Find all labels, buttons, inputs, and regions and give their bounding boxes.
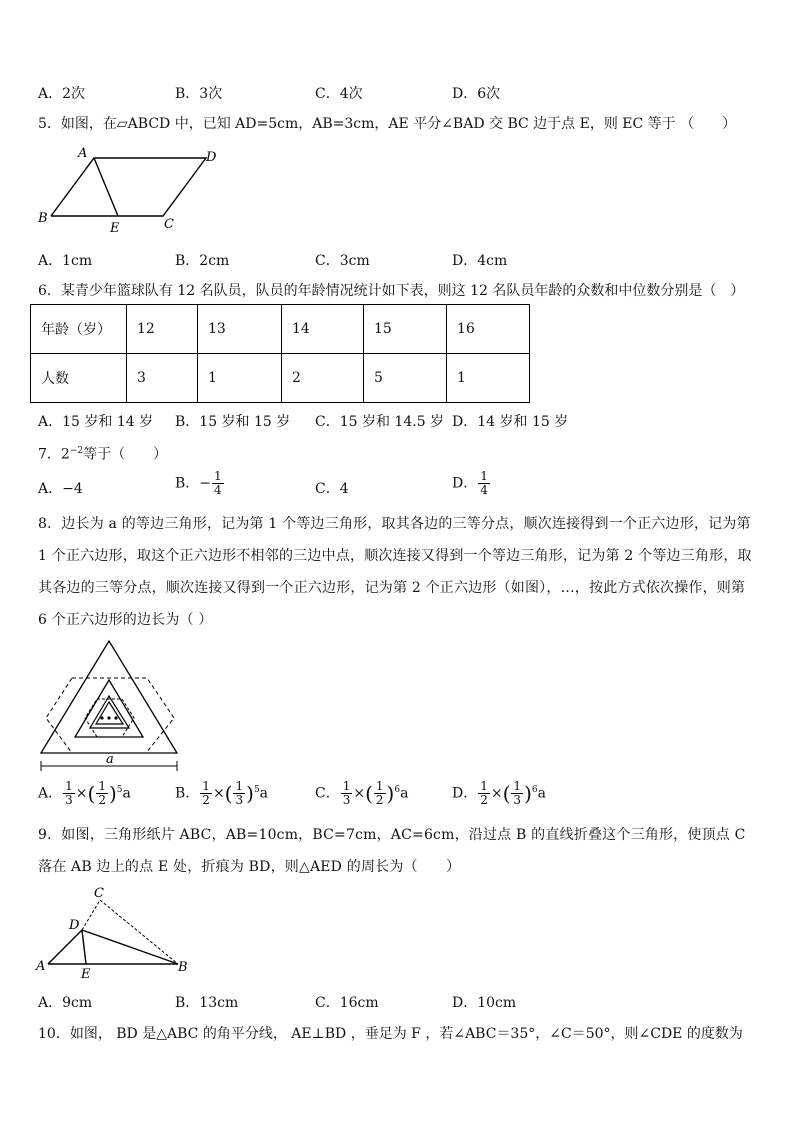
denominator: 3 xyxy=(65,793,73,807)
q8-option-d[interactable]: D． $\frac{1}{2}$ ×( $\frac{1}{3}$ )$^6$a xyxy=(452,779,546,807)
numerator: 1 xyxy=(65,779,73,793)
denominator: 4 xyxy=(480,483,488,497)
fraction xyxy=(341,780,353,807)
denominator: 3 xyxy=(235,793,244,807)
q5-label-a: A xyxy=(78,146,88,161)
exponent: 6 xyxy=(394,784,401,795)
numerator: 1 xyxy=(214,469,222,483)
table-cell: 5 xyxy=(364,354,447,403)
table-cell: 12 xyxy=(127,305,198,354)
q6-option-c[interactable]: C．15 岁和 14.5 岁 xyxy=(315,414,445,430)
table-cell: 3 xyxy=(127,354,198,403)
q9-option-c[interactable]: C．16cm xyxy=(315,995,379,1011)
q4-option-c[interactable]: C．4次 xyxy=(315,86,363,102)
q5-option-b[interactable]: B．2cm xyxy=(175,253,230,269)
q7-stem xyxy=(38,442,167,464)
fraction xyxy=(478,470,490,497)
table-cell: 14 xyxy=(282,305,364,354)
q7-base: 2 xyxy=(60,446,70,463)
q5-options xyxy=(38,250,758,270)
q7-number: 7． xyxy=(38,446,61,463)
table-cell: 13 xyxy=(198,305,282,354)
numerator: 1 xyxy=(98,779,106,793)
variable: a xyxy=(122,785,131,802)
table-cell: 16 xyxy=(447,305,530,354)
exponent: 6 xyxy=(531,784,538,795)
numerator: 1 xyxy=(480,469,488,483)
q8-nested-triangles-figure xyxy=(34,636,210,774)
q6-option-d[interactable]: D．14 岁和 15 岁 xyxy=(452,414,569,430)
q7-option-b-label: B． xyxy=(175,475,200,492)
q6-option-b[interactable]: B．15 岁和 15 岁 xyxy=(175,414,291,430)
denominator: 2 xyxy=(480,793,488,807)
q9-label-a: A xyxy=(36,959,46,974)
numerator: 1 xyxy=(480,779,488,793)
q5-parallelogram-figure xyxy=(36,146,226,238)
variable: a xyxy=(537,785,546,802)
q7-option-b[interactable] xyxy=(175,470,225,497)
fraction xyxy=(200,780,212,807)
table-cell: 1 xyxy=(198,354,282,403)
table-row xyxy=(31,354,530,403)
q9-option-d[interactable]: D．10cm xyxy=(452,995,517,1011)
times-sign: × xyxy=(212,785,225,802)
table-row xyxy=(31,305,530,354)
q9-label-c: C xyxy=(94,886,104,901)
q5-option-c[interactable]: C．3cm xyxy=(315,253,370,269)
q5-stem: 5．如图，在▱ABCD 中，已知 AD=5cm，AB=3cm，AE 平分∠BAD 交 BC 边于点 E，则 EC 等于 （ ） xyxy=(38,116,737,132)
denominator: 3 xyxy=(513,793,522,807)
q9-folded-triangle-figure xyxy=(34,884,194,980)
q5-option-a[interactable]: A．1cm xyxy=(38,253,93,269)
denominator: 2 xyxy=(202,793,210,807)
fraction xyxy=(212,470,224,497)
q7-option-d[interactable] xyxy=(452,470,491,497)
option-label: D． xyxy=(452,785,478,802)
table-cell: 2 xyxy=(282,354,364,403)
option-label: B． xyxy=(175,785,200,802)
q8-stem: 8．边长为 a 的等边三角形，记为第 1 个等边三角形，取其各边的三等分点，顺次连接得到一个正六边形，记为第 1 个正六边形，取这个正六边形不相邻的三边中点，顺次连接又得到一个等边三角形，记为第 2 个等边三角形，取其各边的三等分点，顺次连接又得到一个正六边形，记为第 2 个正六边形（如图），…，按此方式依次操作，则第 6 个正六边形的边长为（ ） xyxy=(38,516,752,628)
fraction xyxy=(478,780,490,807)
q4-options xyxy=(38,83,758,103)
q9-label-e: E xyxy=(81,967,91,980)
denominator: 4 xyxy=(214,483,222,497)
option-label: A． xyxy=(38,785,63,802)
numerator: 1 xyxy=(342,779,351,793)
numerator: 1 xyxy=(513,779,522,793)
q9-option-a[interactable]: A．9cm xyxy=(38,995,93,1011)
q8-option-c[interactable]: C． $\frac{1}{3}$ ×( $\frac{1}{2}$ )$^6$a xyxy=(315,779,409,807)
fraction xyxy=(233,780,245,807)
table-cell: 年龄（岁） xyxy=(31,305,127,354)
numerator: 1 xyxy=(202,779,210,793)
q6-age-table xyxy=(30,304,530,403)
q7-option-a[interactable]: A．−4 xyxy=(38,481,83,497)
q6-option-a[interactable]: A．15 岁和 14 岁 xyxy=(38,414,154,430)
fraction xyxy=(96,780,108,807)
q10-stem: 10．如图， BD 是△ABC 的角平分线， AE⊥BD ，垂足为 F ，若∠ABC＝35°，∠C＝50°，则∠CDE 的度数为 xyxy=(38,1026,743,1042)
fraction xyxy=(63,780,75,807)
denominator: 2 xyxy=(375,793,384,807)
times-sign: × xyxy=(75,785,88,802)
variable: a xyxy=(259,785,269,802)
table-cell: 人数 xyxy=(31,354,127,403)
q7-option-c[interactable]: C．4 xyxy=(315,481,349,497)
q4-option-b[interactable]: B．3次 xyxy=(175,86,223,102)
q7-exponent: −2 xyxy=(69,446,84,456)
q9-label-b: B xyxy=(178,960,188,975)
numerator: 1 xyxy=(235,779,244,793)
q9-stem: 9．如图，三角形纸片 ABC，AB=10cm，BC=7cm，AC=6cm，沿过点 B 的直线折叠这个三角形，使顶点 C 落在 AB 边上的点 E 处，折痕为 BD，则△AED 的周长为（ ） xyxy=(38,827,746,875)
denominator: 3 xyxy=(342,793,351,807)
q5-label-c: C xyxy=(164,217,174,232)
table-cell: 15 xyxy=(364,305,447,354)
q8-options xyxy=(38,780,758,816)
q5-label-e: E xyxy=(110,221,120,236)
q5-label-d: D xyxy=(206,150,217,165)
q7-suffix: 等于（ ） xyxy=(83,446,168,463)
q4-option-a[interactable]: A．2次 xyxy=(38,86,86,102)
fraction xyxy=(374,780,386,807)
q8-option-a[interactable]: A． $\frac{1}{3}$ ×( $\frac{1}{2}$ )$^5$a xyxy=(38,779,131,807)
q5-option-d[interactable]: D．4cm xyxy=(452,253,508,269)
q6-stem: 6．某青少年篮球队有 12 名队员，队员的年龄情况统计如下表，则这 12 名队员年龄的众数和中位数分别是（ ） xyxy=(38,283,745,299)
q4-option-d[interactable]: D．6次 xyxy=(452,86,501,102)
q8-side-label: a xyxy=(106,752,114,767)
q7-option-b-sign: − xyxy=(199,475,212,492)
q7-option-d-label: D． xyxy=(452,475,478,492)
q8-option-b[interactable]: B． $\frac{1}{2}$ ×( $\frac{1}{3}$ )$^5$a xyxy=(175,779,269,807)
numerator: 1 xyxy=(375,779,384,793)
exponent: 5 xyxy=(253,784,260,795)
q9-option-b[interactable]: B．13cm xyxy=(175,995,239,1011)
q7-options xyxy=(38,470,758,506)
fraction xyxy=(511,780,523,807)
table-cell: 1 xyxy=(447,354,530,403)
q5-label-b: B xyxy=(38,211,48,226)
times-sign: × xyxy=(353,785,366,802)
q9-options xyxy=(38,992,758,1012)
q9-label-d: D xyxy=(69,918,80,933)
times-sign: × xyxy=(490,785,503,802)
option-label: C． xyxy=(315,785,340,802)
exponent: 5 xyxy=(116,784,123,795)
denominator: 2 xyxy=(98,793,106,807)
variable: a xyxy=(400,785,409,802)
q6-options xyxy=(38,411,758,431)
